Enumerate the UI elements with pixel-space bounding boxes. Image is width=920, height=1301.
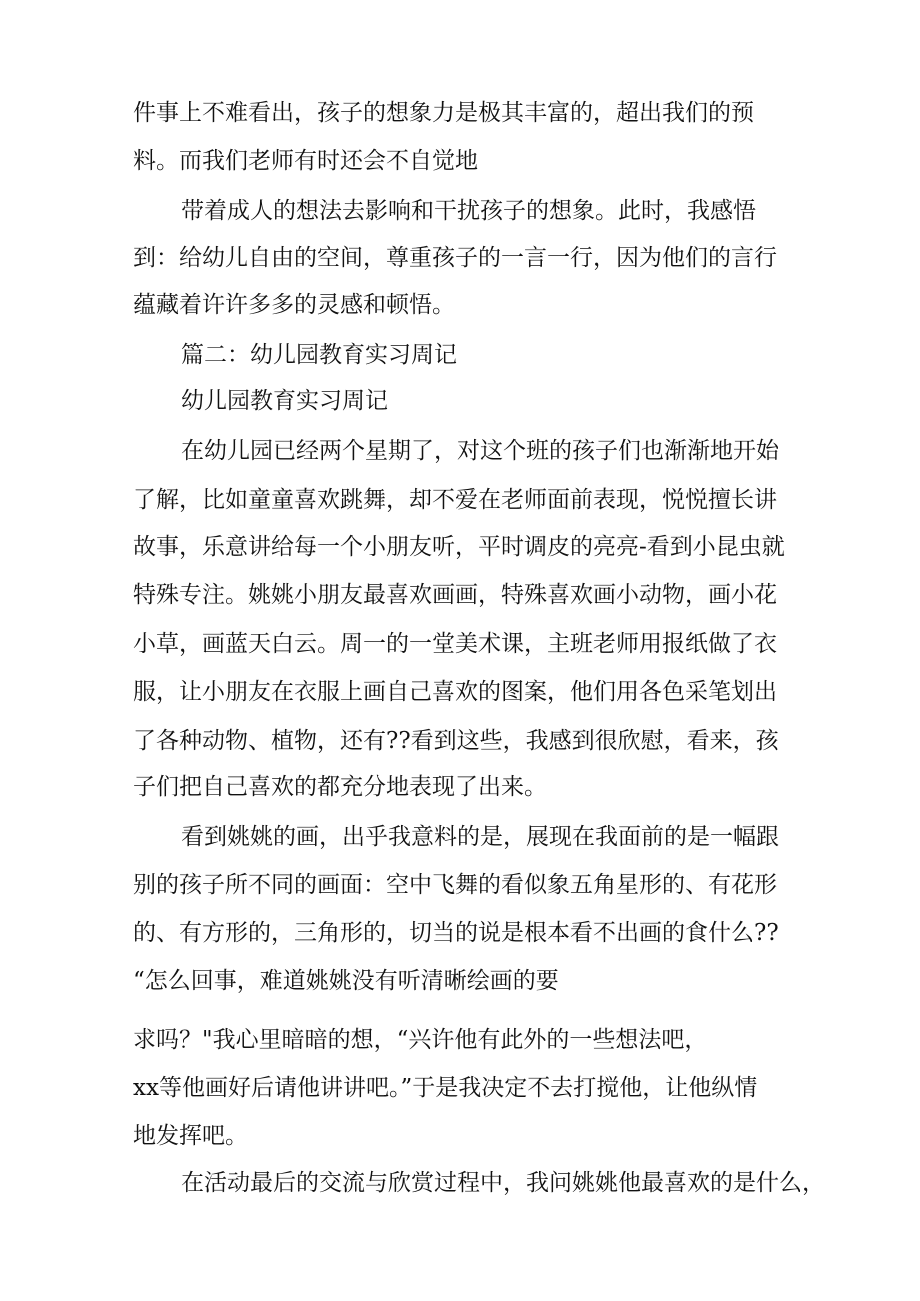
text-line: 了各种动物、植物，还有??看到这些，我感到很欣慰，看来，孩	[133, 728, 779, 754]
text-line: 别的孩子所不同的画面：空中飞舞的看似象五角星形的、有花形	[133, 872, 777, 898]
text-line: 求吗？"我心里暗暗的想，“兴许他有此外的一些想法吧，	[133, 1027, 708, 1053]
text-line: 到：给幼儿自由的空间，尊重孩子的一言一行，因为他们的言行	[133, 245, 777, 271]
text-line: 带着成人的想法去影响和干扰孩子的想象。此时，我感悟	[181, 198, 756, 224]
text-line: 了解，比如童童喜欢跳舞，却不爱在老师面前表现，悦悦擅长讲	[133, 487, 777, 513]
text-line: 的、有方形的，三角形的，切当的说是根本看不出画的食什么??	[133, 920, 779, 946]
text-line: 在幼儿园已经两个星期了，对这个班的孩子们也渐渐地开始	[181, 438, 779, 464]
text-line: 看到姚姚的画，出乎我意料的是，展现在我面前的是一幅跟	[181, 824, 779, 850]
text-line: 子们把自己喜欢的都充分地表现了出来。	[133, 774, 547, 800]
section-heading: 篇二：幼儿园教育实习周记	[181, 342, 457, 368]
text-line: 在活动最后的交流与欣赏过程中，我问姚姚他最喜欢的是什么，	[181, 1170, 825, 1196]
text-line: 小草，画蓝天白云。周一的一堂美术课，主班老师用报纸做了衣	[133, 631, 777, 657]
text-line: “怎么回事，难道姚姚没有听清晰绘画的要	[133, 968, 559, 994]
text-line: xx等他画好后请他讲讲吧。”于是我决定不去打搅他，让他纵情	[133, 1075, 758, 1101]
text-line: 件事上不难看出，孩子的想象力是极其丰富的，超出我们的预	[133, 100, 754, 126]
text-line: 料。而我们老师有时还会不自觉地	[133, 148, 478, 174]
text-line: 地发挥吧。	[133, 1123, 248, 1149]
document-title: 幼儿园教育实习周记	[181, 388, 388, 414]
text-line: 故事，乐意讲给每一个小朋友听，平时调皮的亮亮-看到小昆虫就	[133, 534, 785, 560]
text-line: 蕴藏着许许多多的灵感和顿悟。	[133, 292, 455, 318]
text-line: 服，让小朋友在衣服上画自己喜欢的图案，他们用各色采笔划出	[133, 679, 777, 705]
text-line: 特殊专注。姚姚小朋友最喜欢画画，特殊喜欢画小动物，画小花	[133, 582, 777, 608]
